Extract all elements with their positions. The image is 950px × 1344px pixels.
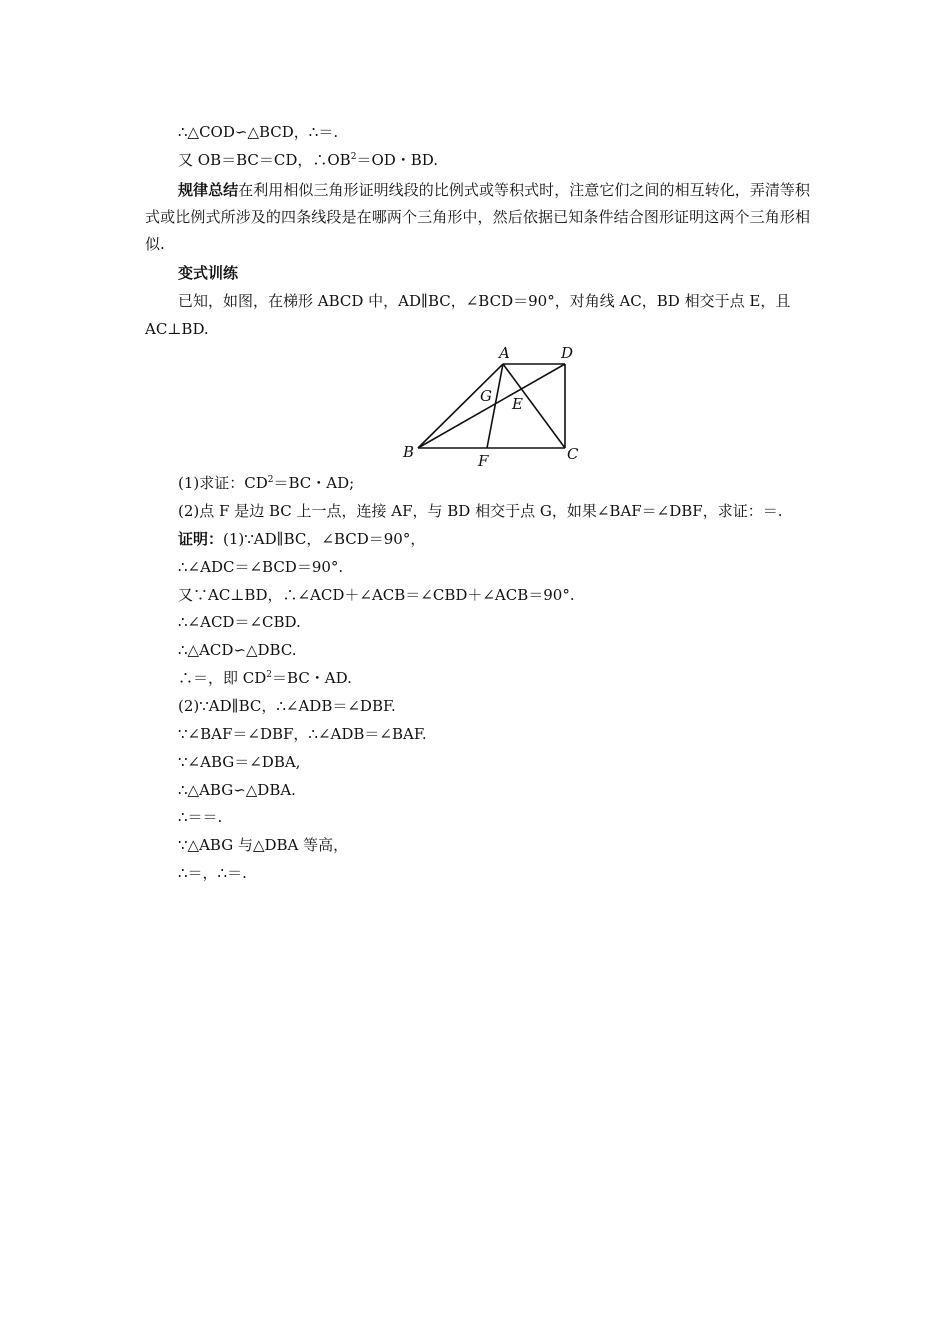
summary-paragraph <box>145 177 810 258</box>
text: ＝BC・AD. <box>272 669 352 687</box>
text: 又 OB＝BC＝CD，∴OB <box>178 151 351 169</box>
proof-line-3: 又∵AC⊥BD，∴∠ACD＋∠ACB＝∠CBD＋∠ACB＝90°. <box>178 586 575 604</box>
text: ＝OD・BD. <box>356 151 439 169</box>
label-e: E <box>512 395 523 413</box>
proof-line-10: ∴△ABG∽△DBA. <box>178 781 296 799</box>
trapezoid-figure <box>395 338 595 470</box>
proof-title: 证明： <box>178 530 224 548</box>
proof-line-2: ∴∠ADC＝∠BCD＝90°. <box>178 558 344 576</box>
text: ＝BC・AD; <box>273 474 355 492</box>
superscript: 2 <box>266 670 273 680</box>
proof-line-12: ∵△ABG 与△DBA 等高， <box>178 836 349 854</box>
label-a: A <box>499 344 510 362</box>
label-d: D <box>561 344 574 362</box>
segment-bd <box>418 364 565 448</box>
proof-line-11: ∴＝＝. <box>178 808 223 826</box>
question-2: (2)点 F 是边 BC 上一点，连接 AF，与 BD 相交于点 G，如果∠BAF＝∠DBF，求证：＝. <box>178 502 783 520</box>
label-b: B <box>403 443 415 461</box>
exercise-title: 变式训练 <box>178 264 239 282</box>
question-1 <box>178 473 354 493</box>
proof-line-4: ∴∠ACD＝∠CBD. <box>178 613 301 631</box>
summary-text: 在利用相似三角形证明线段的比例式或等积式时，注意它们之间的相互转化，弄清等积式或比例式所涉及的四条线段是在哪两个三角形中，然后依据已知条件结合图形证明这两个三角形相似. <box>145 181 810 253</box>
proof-line-1 <box>178 529 425 549</box>
given-line-2: AC⊥BD. <box>145 320 209 338</box>
proof-line-13: ∴＝，∴＝. <box>178 864 247 882</box>
text: ∴＝，即 CD <box>178 669 267 687</box>
proof-line-7: (2)∵AD∥BC，∴∠ADB＝∠DBF. <box>178 697 396 715</box>
text: (1)求证：CD <box>178 474 268 492</box>
label-f: F <box>478 452 489 470</box>
proof-line-5: ∴△ACD∽△DBC. <box>178 641 297 659</box>
superscript: 2 <box>267 475 274 485</box>
proof-line-8: ∵∠BAF＝∠DBF，∴∠ADB＝∠BAF. <box>178 725 427 743</box>
text: (1)∵AD∥BC，∠BCD＝90°， <box>223 530 426 548</box>
summary-title: 规律总结 <box>178 181 239 199</box>
trapezoid-diagram <box>395 338 595 470</box>
label-g: G <box>480 387 492 405</box>
proof-line-6 <box>178 668 352 688</box>
given-line-1: 已知，如图，在梯形 ABCD 中，AD∥BC，∠BCD＝90°，对角线 AC，BD 相交于点 E，且 <box>178 292 791 310</box>
superscript: 2 <box>350 152 357 162</box>
proof-line-9: ∵∠ABG＝∠DBA, <box>178 753 301 771</box>
line-cod-similar: ∴△COD∽△BCD，∴＝. <box>178 123 339 141</box>
label-c: C <box>567 445 579 463</box>
line-ob-relation <box>178 150 438 170</box>
